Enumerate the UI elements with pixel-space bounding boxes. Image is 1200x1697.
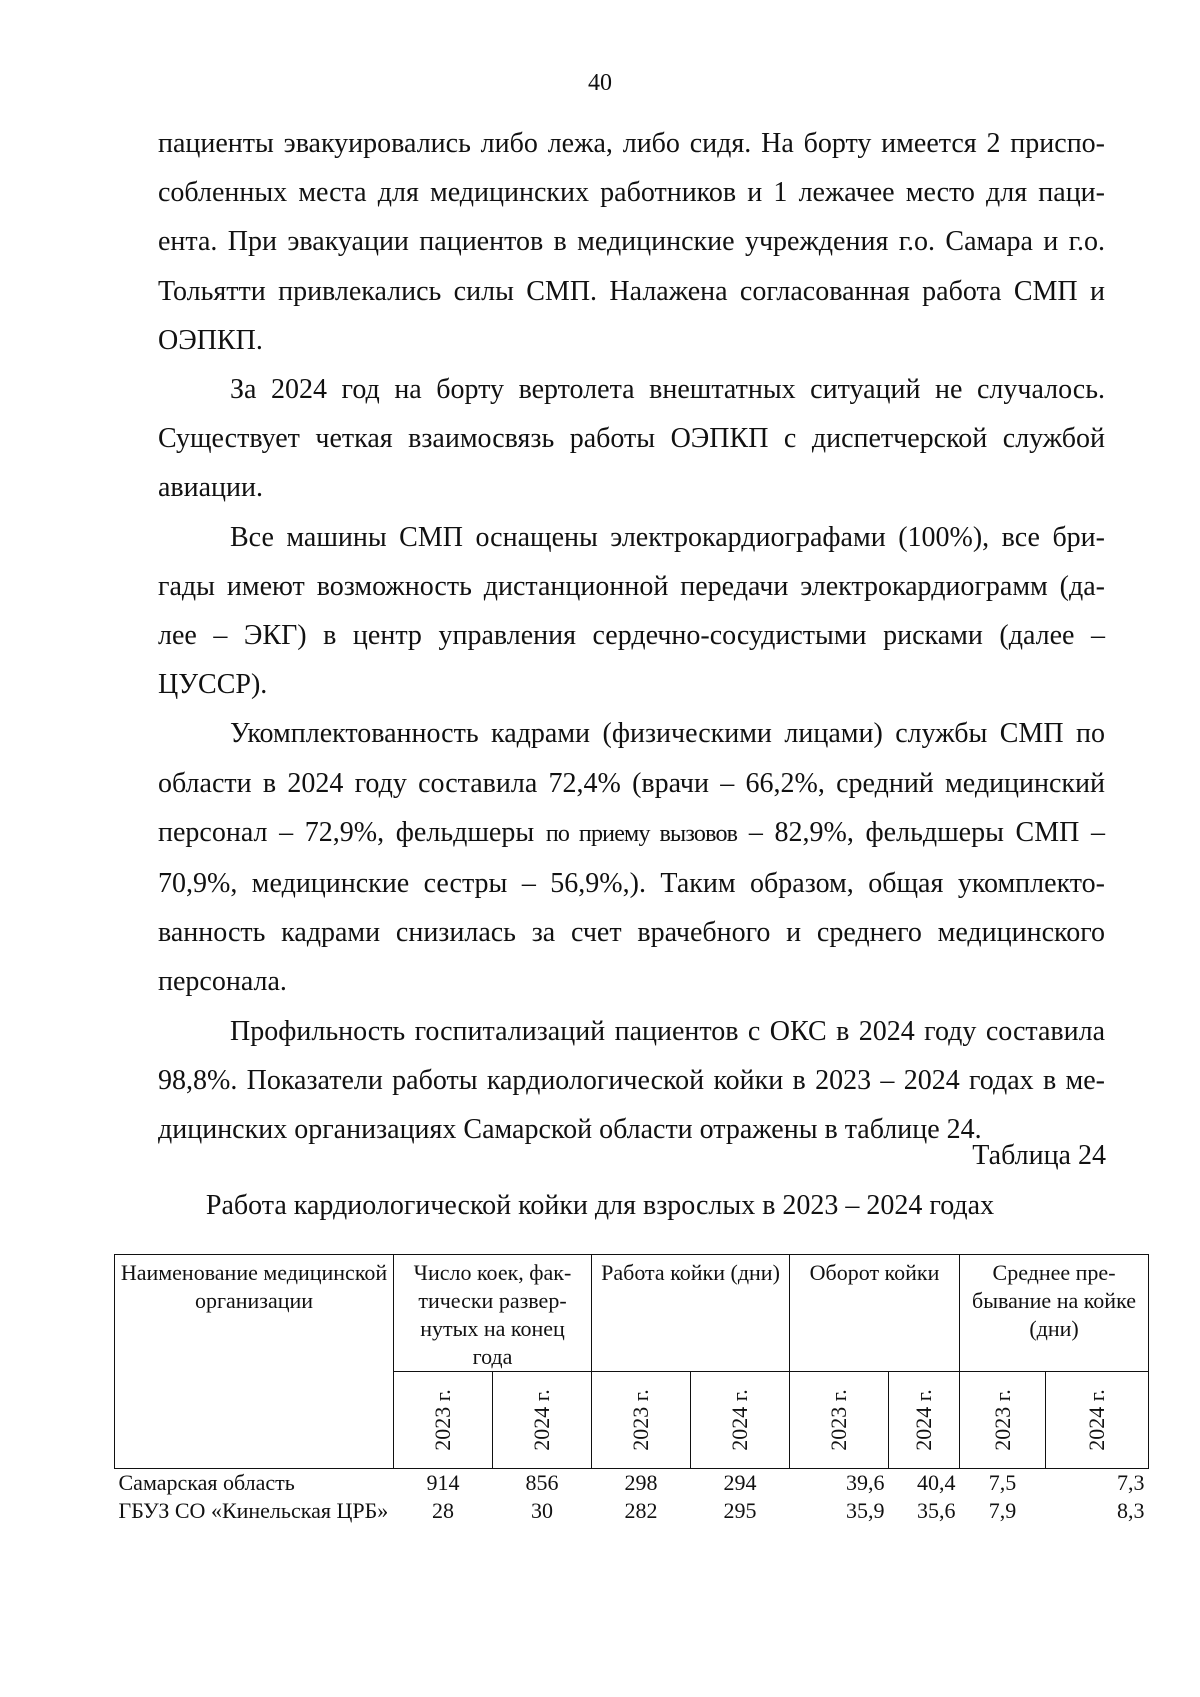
cell-turnover-2023: 35,9 [846, 1498, 885, 1523]
cell-turnover-2024: 40,4 [917, 1470, 956, 1495]
header-work: Работа койки (дни) [592, 1255, 790, 1372]
cell-work-2023: 282 [624, 1498, 658, 1523]
year-label: 2024 г. [911, 1389, 937, 1451]
year-header [493, 1372, 592, 1469]
page-number: 40 [588, 70, 612, 96]
row-name: Самарская область [118, 1470, 295, 1495]
table-caption: Таблица 24 [972, 1140, 1106, 1171]
header-turnover: Оборот койки [790, 1255, 960, 1372]
cell-stay-2023: 7,5 [988, 1470, 1017, 1495]
cell-beds-2024: 30 [531, 1498, 553, 1523]
paragraph-run: Укомплектованность кадрами (физическими лицами) службы СМП по области в 2024 году составила 72,4% (врачи – 66,2%, средний медицинский персонал – 72,9%, фельдшеры [158, 718, 1105, 848]
year-label: 2023 г. [826, 1389, 852, 1451]
cell-work-2024: 295 [723, 1498, 757, 1523]
header-org: Наименование медицинской организации [115, 1255, 394, 1469]
paragraph: Профильность госпитализаций пациентов с ОКС в 2024 году составила 98,8%. Показатели работы кардиологической койки в 2023 – 2024 годах в медицинских организациях Самарской области отражены в таблице 24. [158, 1015, 1105, 1146]
year-label: 2023 г. [628, 1389, 654, 1451]
cell-stay-2024: 8,3 [1117, 1498, 1145, 1523]
cell-beds-2024: 856 [525, 1470, 559, 1495]
cell-beds-2023: 914 [426, 1470, 460, 1495]
year-label: 2024 г. [1084, 1389, 1110, 1451]
table-row [115, 1497, 1149, 1525]
year-header [960, 1372, 1046, 1469]
header-beds: Число коек, фактически развернутых на конец года [394, 1255, 592, 1372]
year-header [394, 1372, 493, 1469]
table-row [115, 1469, 1149, 1498]
cell-turnover-2023: 39,6 [846, 1470, 885, 1495]
cell-stay-2024: 7,3 [1117, 1470, 1145, 1495]
paragraph: пациенты эвакуировались либо лежа, либо сидя. На борту имеется 2 приспособленных места для медицинских работников и 1 лежачее место для пациента. При эвакуации пациентов в медицинские учреждения г.о. Самара и г.о. Тольятти привлекались силы СМП. Налажена согласованная работа СМП и ОЭПКП. [158, 128, 1105, 356]
table-title: Работа кардиологической койки для взрослых в 2023 – 2024 годах [205, 1190, 995, 1221]
cell-beds-2023: 28 [432, 1498, 454, 1523]
year-header [592, 1372, 691, 1469]
year-header [1046, 1372, 1149, 1469]
cell-work-2023: 298 [624, 1470, 658, 1495]
paragraph-run: – 82,9%, фельдшеры СМП – 70,9%, медицинские сестры – 56,9%,). Таким образом, общая укомплектованность кадрами снизилась за счет врачебного и среднего медицинского персонала. [158, 816, 1106, 998]
year-header [691, 1372, 790, 1469]
row-name: ГБУЗ СО «Кинельская ЦРБ» [118, 1498, 389, 1523]
cardiology-bed-table [114, 1254, 1149, 1525]
year-label: 2023 г. [989, 1389, 1015, 1451]
cell-stay-2023: 7,9 [988, 1498, 1017, 1523]
year-header [790, 1372, 889, 1469]
paragraph-run-small: по приему вызовов [545, 820, 738, 847]
cell-work-2024: 294 [723, 1470, 757, 1495]
body-text [158, 119, 1105, 1154]
year-label: 2024 г. [529, 1389, 555, 1451]
paragraph: За 2024 год на борту вертолета внештатных ситуаций не случалось. Существует четкая взаимосвязь работы ОЭПКП с диспетчерской службой авиации. [158, 374, 1105, 504]
year-label: 2023 г. [429, 1389, 455, 1451]
paragraph: Все машины СМП оснащены электрокардиографами (100%), все бригады имеют возможность дистанционной передачи электрокардиограмм (далее – ЭКГ) в центр управления сердечно-сосудистыми рисками (далее – ЦУССР). [158, 521, 1105, 701]
year-label: 2024 г. [727, 1389, 753, 1451]
header-stay: Среднее пребывание на койке (дни) [960, 1255, 1149, 1372]
cell-turnover-2024: 35,6 [917, 1498, 956, 1523]
paragraph-staffing [158, 709, 1105, 1006]
year-header [889, 1372, 960, 1469]
